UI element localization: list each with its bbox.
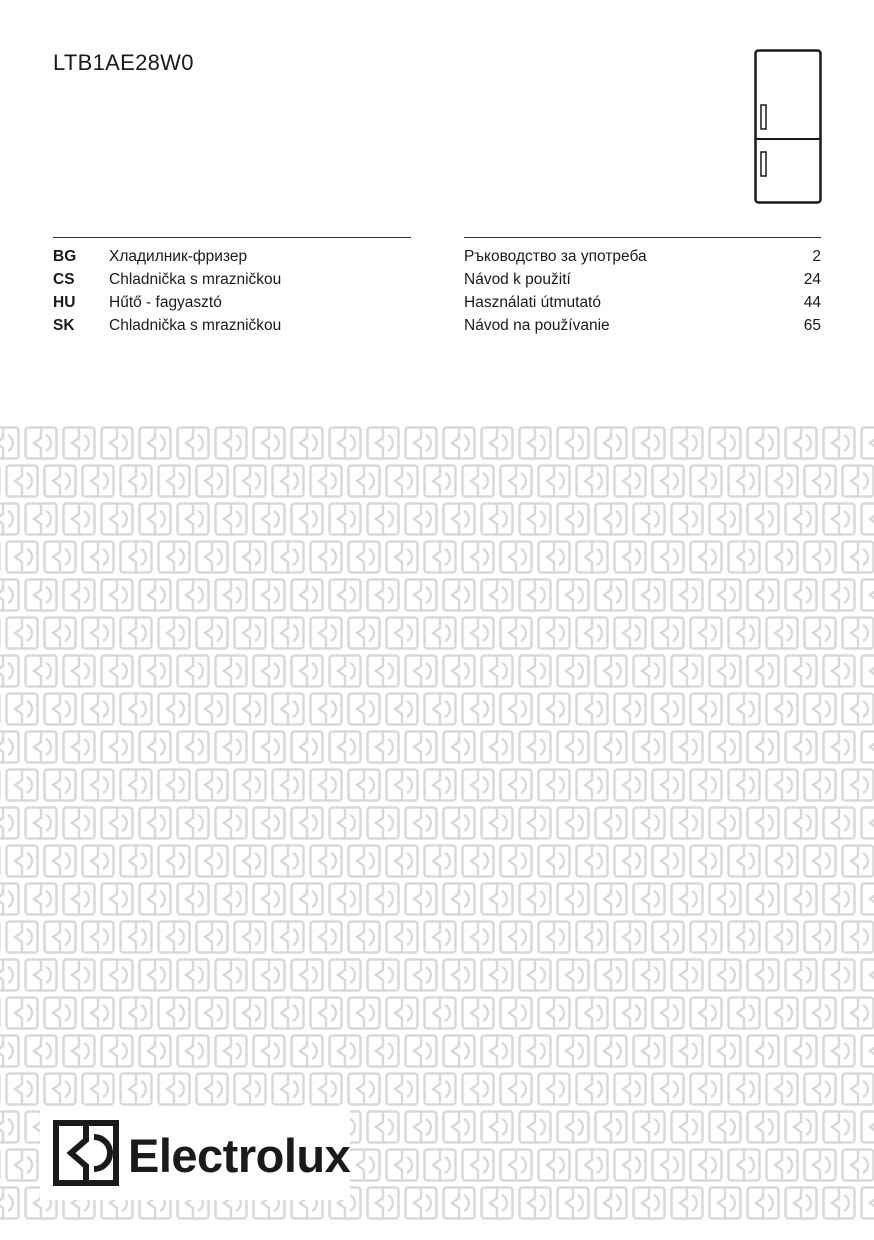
product-name: Hűtő - fagyasztó [109, 294, 222, 311]
language-row [0, 247, 874, 267]
manual-title: Návod k použití [464, 271, 571, 288]
language-row [0, 316, 874, 336]
language-row [0, 293, 874, 313]
fridge-freezer-icon [754, 49, 822, 204]
language-code: HU [53, 294, 76, 311]
divider-left [53, 237, 411, 238]
model-number: LTB1AE28W0 [53, 50, 194, 75]
divider-right [464, 237, 821, 238]
page-number: 24 [803, 271, 821, 288]
page-number: 44 [803, 294, 821, 311]
language-code: CS [53, 271, 75, 288]
language-row [0, 270, 874, 290]
manual-title: Návod na používanie [464, 317, 610, 334]
brand-name: Electrolux [128, 1129, 351, 1182]
page-number: 2 [812, 248, 821, 265]
electrolux-logo-icon [53, 1120, 119, 1186]
language-code: BG [53, 248, 77, 265]
electrolux-pattern-icon [0, 424, 874, 1224]
page-number: 65 [803, 317, 821, 334]
manual-title: Használati útmutató [464, 294, 601, 311]
product-name: Хладилник-фризер [109, 248, 248, 265]
product-name: Chladnička s mrazničkou [109, 317, 282, 334]
product-name: Chladnička s mrazničkou [109, 271, 282, 288]
language-code: SK [53, 317, 75, 334]
manual-title: Ръководство за употреба [464, 248, 647, 265]
